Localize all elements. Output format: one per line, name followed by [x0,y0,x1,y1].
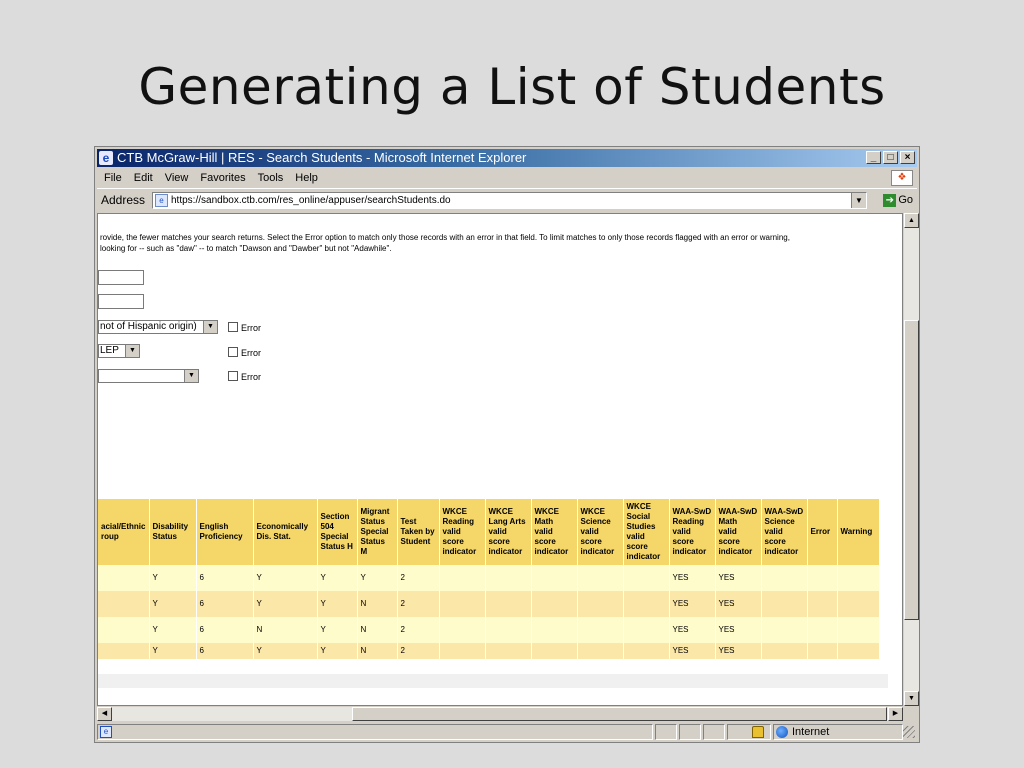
table-row[interactable] [98,591,879,617]
ethnicity-select-value: not of Hispanic origin) [100,321,197,332]
table-cell: Y [149,617,196,643]
address-bar [97,190,917,211]
ie-status-icon: e [100,726,112,738]
lock-icon [752,726,764,738]
table-cell [623,591,669,617]
close-button[interactable]: × [900,151,915,164]
table-row[interactable] [98,617,879,643]
address-label: Address [101,193,146,207]
lep-select[interactable] [98,344,140,358]
slide-title: Generating a List of Students [138,58,886,116]
page-icon: e [155,194,168,207]
vertical-scrollbar[interactable] [903,213,919,706]
table-cell [531,591,577,617]
table-cell: 2 [397,591,439,617]
table-cell: Y [253,643,317,659]
table-cell [485,617,531,643]
table-cell [577,591,623,617]
col-waa-math[interactable]: WAA-SwD Math valid score indicator [715,499,761,565]
table-cell: YES [715,617,761,643]
menu-file[interactable]: File [104,172,122,184]
table-cell: YES [669,591,715,617]
table-cell: Y [357,565,397,591]
table-cell: YES [669,643,715,659]
table-cell [837,617,879,643]
table-cell: 6 [196,565,253,591]
go-button[interactable] [883,192,913,209]
table-cell [807,565,837,591]
menu-help[interactable]: Help [295,172,318,184]
col-test-taken[interactable]: Test Taken by Student [397,499,439,565]
table-cell: Y [253,591,317,617]
maximize-button[interactable]: □ [883,151,898,164]
col-wkce-reading[interactable]: WKCE Reading valid score indicator [439,499,485,565]
status-select[interactable] [98,369,199,383]
table-cell [439,565,485,591]
scroll-left-icon[interactable]: ◀ [97,707,112,721]
help-line-1: rovide, the fewer matches your search returns. Select the Error option to match only those records with an error in that field. To limit matches to only those records flagged with an error or warning, [100,233,790,242]
table-cell [485,591,531,617]
zone-label: Internet [792,726,830,738]
status-cell [703,724,725,740]
table-cell: YES [715,643,761,659]
table-cell [807,617,837,643]
ethnicity-error-checkbox[interactable]: Error [228,322,261,333]
address-input[interactable] [152,192,867,209]
table-cell: Y [317,565,357,591]
table-cell [623,643,669,659]
col-migrant[interactable]: Migrant Status Special Status M [357,499,397,565]
table-cell [577,643,623,659]
table-cell: YES [669,565,715,591]
table-cell: YES [715,565,761,591]
status-cell [655,724,677,740]
table-cell [761,617,807,643]
window-title: CTB McGraw-Hill | RES - Search Students - Microsoft Internet Explorer [117,150,527,165]
table-cell [98,565,149,591]
table-cell [577,565,623,591]
resize-grip-icon[interactable] [903,726,915,738]
ethnicity-select[interactable] [98,320,218,334]
scroll-up-icon[interactable]: ▲ [904,213,919,228]
status-cell [679,724,701,740]
table-cell [761,643,807,659]
table-cell: YES [669,617,715,643]
table-cell [485,643,531,659]
table-cell [439,617,485,643]
horizontal-scrollbar[interactable] [97,706,903,721]
menu-bar [97,168,917,189]
security-zone[interactable] [773,724,903,740]
col-error[interactable]: Error [807,499,837,565]
table-cell [837,565,879,591]
table-cell [531,643,577,659]
status-text-area [97,724,653,740]
table-cell [98,643,149,659]
ie-page-icon: e [99,151,113,165]
table-cell [807,643,837,659]
table-cell: Y [317,591,357,617]
help-text [100,232,890,254]
menu-tools[interactable]: Tools [257,172,284,184]
table-cell: Y [149,643,196,659]
table-cell [807,591,837,617]
col-econ[interactable]: Economically Dis. Stat. [253,499,317,565]
table-cell: YES [715,591,761,617]
col-waa-reading[interactable]: WAA-SwD Reading valid score indicator [669,499,715,565]
results-table [98,499,880,659]
col-504[interactable]: Section 504 Special Status H [317,499,357,565]
table-cell [98,617,149,643]
search-field-1[interactable] [98,270,144,285]
col-disability[interactable]: Disability Status [149,499,196,565]
go-arrow-icon: ➔ [883,194,896,207]
address-dropdown-icon[interactable]: ▼ [851,193,866,208]
status-cell [727,724,771,740]
col-wkce-social[interactable]: WKCE Social Studies valid score indicator [623,499,669,565]
table-cell [531,565,577,591]
lep-error-checkbox[interactable]: Error [228,347,261,358]
status-bar [97,723,917,741]
table-cell [761,565,807,591]
horizontal-scroll-thumb[interactable] [352,707,887,721]
minimize-button[interactable]: _ [866,151,881,164]
vertical-scroll-thumb[interactable] [904,320,919,620]
table-cell: N [357,591,397,617]
browser-window [94,146,920,743]
help-line-2: looking for -- such as "daw" -- to match "Dawson and "Dawber" but not "Adawhile". [100,244,392,253]
window-controls [864,151,915,165]
table-footer [98,674,888,688]
table-cell [623,617,669,643]
menu-edit[interactable]: Edit [133,172,153,184]
col-wkce-science[interactable]: WKCE Science valid score indicator [577,499,623,565]
chevron-down-icon[interactable]: ▼ [184,370,198,382]
chevron-down-icon[interactable]: ▼ [125,345,139,357]
scroll-right-icon[interactable]: ▶ [888,707,903,721]
table-cell [439,643,485,659]
menu-favorites[interactable]: Favorites [200,172,246,184]
table-cell: Y [253,565,317,591]
col-warning[interactable]: Warning [837,499,879,565]
search-field-2[interactable] [98,294,144,309]
table-cell [623,565,669,591]
table-cell [837,643,879,659]
col-english[interactable]: English Proficiency [196,499,253,565]
lep-select-value: LEP [100,345,119,356]
page-content [97,213,903,706]
table-cell: 2 [397,565,439,591]
address-url: https://sandbox.ctb.com/res_online/appuser/searchStudents.do [171,195,451,206]
table-cell: 6 [196,643,253,659]
table-cell: N [357,617,397,643]
table-cell [485,565,531,591]
col-waa-science[interactable]: WAA-SwD Science valid score indicator [761,499,807,565]
title-bar[interactable] [97,149,917,167]
table-cell: Y [149,565,196,591]
table-cell [439,591,485,617]
scroll-down-icon[interactable]: ▼ [904,691,919,706]
table-cell [761,591,807,617]
go-label: Go [898,194,913,206]
table-cell: N [357,643,397,659]
chevron-down-icon[interactable]: ▼ [203,321,217,333]
table-cell: N [253,617,317,643]
table-header-row [98,499,879,565]
table-cell: Y [317,643,357,659]
table-cell [531,617,577,643]
windows-flag-icon: ❖ [891,170,913,186]
table-cell: 2 [397,643,439,659]
col-ethnic-group[interactable]: acial/Ethnic roup [98,499,149,565]
col-wkce-math[interactable]: WKCE Math valid score indicator [531,499,577,565]
table-cell: 6 [196,617,253,643]
table-cell [98,591,149,617]
globe-icon [776,726,788,738]
status-error-checkbox[interactable]: Error [228,371,261,382]
table-cell: Y [149,591,196,617]
table-row[interactable] [98,643,879,659]
table-cell [577,617,623,643]
menu-view[interactable]: View [164,172,189,184]
table-cell: 6 [196,591,253,617]
table-cell: 2 [397,617,439,643]
table-cell: Y [317,617,357,643]
table-row[interactable] [98,565,879,591]
col-wkce-lang[interactable]: WKCE Lang Arts valid score indicator [485,499,531,565]
table-cell [837,591,879,617]
